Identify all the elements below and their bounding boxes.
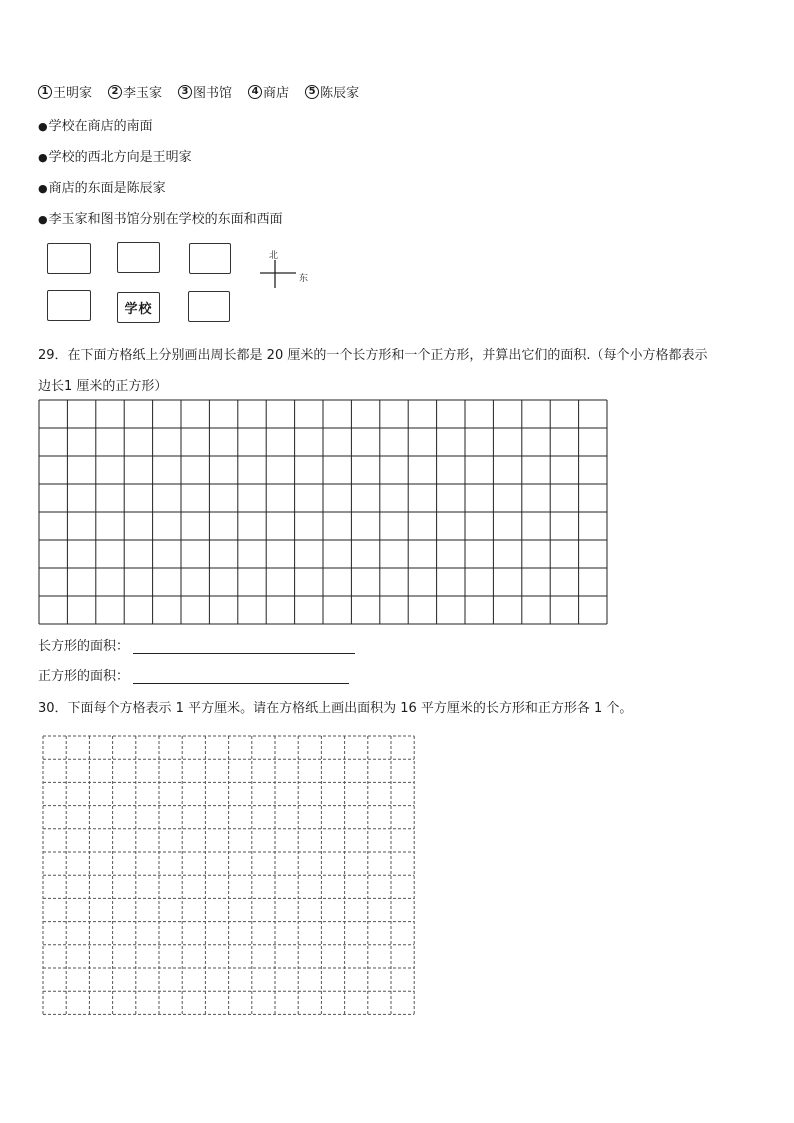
rect-area-blank[interactable]: [133, 639, 355, 654]
q29-grid-paper[interactable]: [38, 399, 608, 625]
map-box-top-right[interactable]: [189, 243, 231, 274]
legend-label: 图书馆: [193, 86, 233, 101]
legend-item-3: [178, 82, 232, 101]
rect-area-label: 长方形的面积：: [38, 639, 130, 654]
legend-label: 陈辰家: [320, 86, 360, 101]
map-box-top-left[interactable]: [47, 243, 91, 274]
compass-icon: [256, 244, 316, 294]
q30-text: 30．下面每个方格表示 1 平方厘米。请在方格纸上画出面积为 16 平方厘米的长方形和正方形各 1 个。: [38, 701, 633, 716]
school-box: [117, 292, 160, 323]
compass-north-label: 北: [269, 251, 279, 261]
map-box-top-middle[interactable]: [117, 242, 160, 273]
q30-dashed-grid-paper[interactable]: [42, 735, 418, 1017]
q29-text-line1: 29．在下面方格纸上分别画出周长都是 20 厘米的一个长方形和一个正方形，并算出它们的面积.（每个小方格都表示: [38, 348, 708, 363]
q29-text-line2: 边长1 厘米的正方形）: [38, 379, 168, 394]
legend-label: 李玉家: [123, 86, 163, 101]
clue-2: ●学校的西北方向是王明家: [38, 150, 192, 165]
clue-4: ●李玉家和图书馆分别在学校的东面和西面: [38, 212, 283, 227]
circled-number-icon: 4: [248, 85, 262, 99]
clue-3: ●商店的东面是陈辰家: [38, 181, 166, 196]
rect-area-answer: [38, 635, 355, 654]
legend-item-2: [108, 82, 162, 101]
circled-number-icon: 5: [305, 85, 319, 99]
square-area-blank[interactable]: [133, 669, 349, 684]
compass-east-label: 东: [299, 274, 309, 284]
legend-label: 王明家: [53, 86, 93, 101]
circled-number-icon: 3: [178, 85, 192, 99]
legend-item-5: [305, 82, 359, 101]
circled-number-icon: 1: [38, 85, 52, 99]
legend-label: 商店: [263, 86, 290, 101]
map-box-bottom-left[interactable]: [47, 290, 91, 321]
school-label: 学校: [124, 302, 153, 317]
square-area-label: 正方形的面积：: [38, 669, 130, 684]
location-legend: [38, 82, 359, 101]
square-area-answer: [38, 665, 349, 684]
clue-1: ●学校在商店的南面: [38, 119, 153, 134]
legend-item-1: [38, 82, 92, 101]
map-box-bottom-right[interactable]: [188, 291, 230, 322]
circled-number-icon: 2: [108, 85, 122, 99]
legend-item-4: [248, 82, 289, 101]
